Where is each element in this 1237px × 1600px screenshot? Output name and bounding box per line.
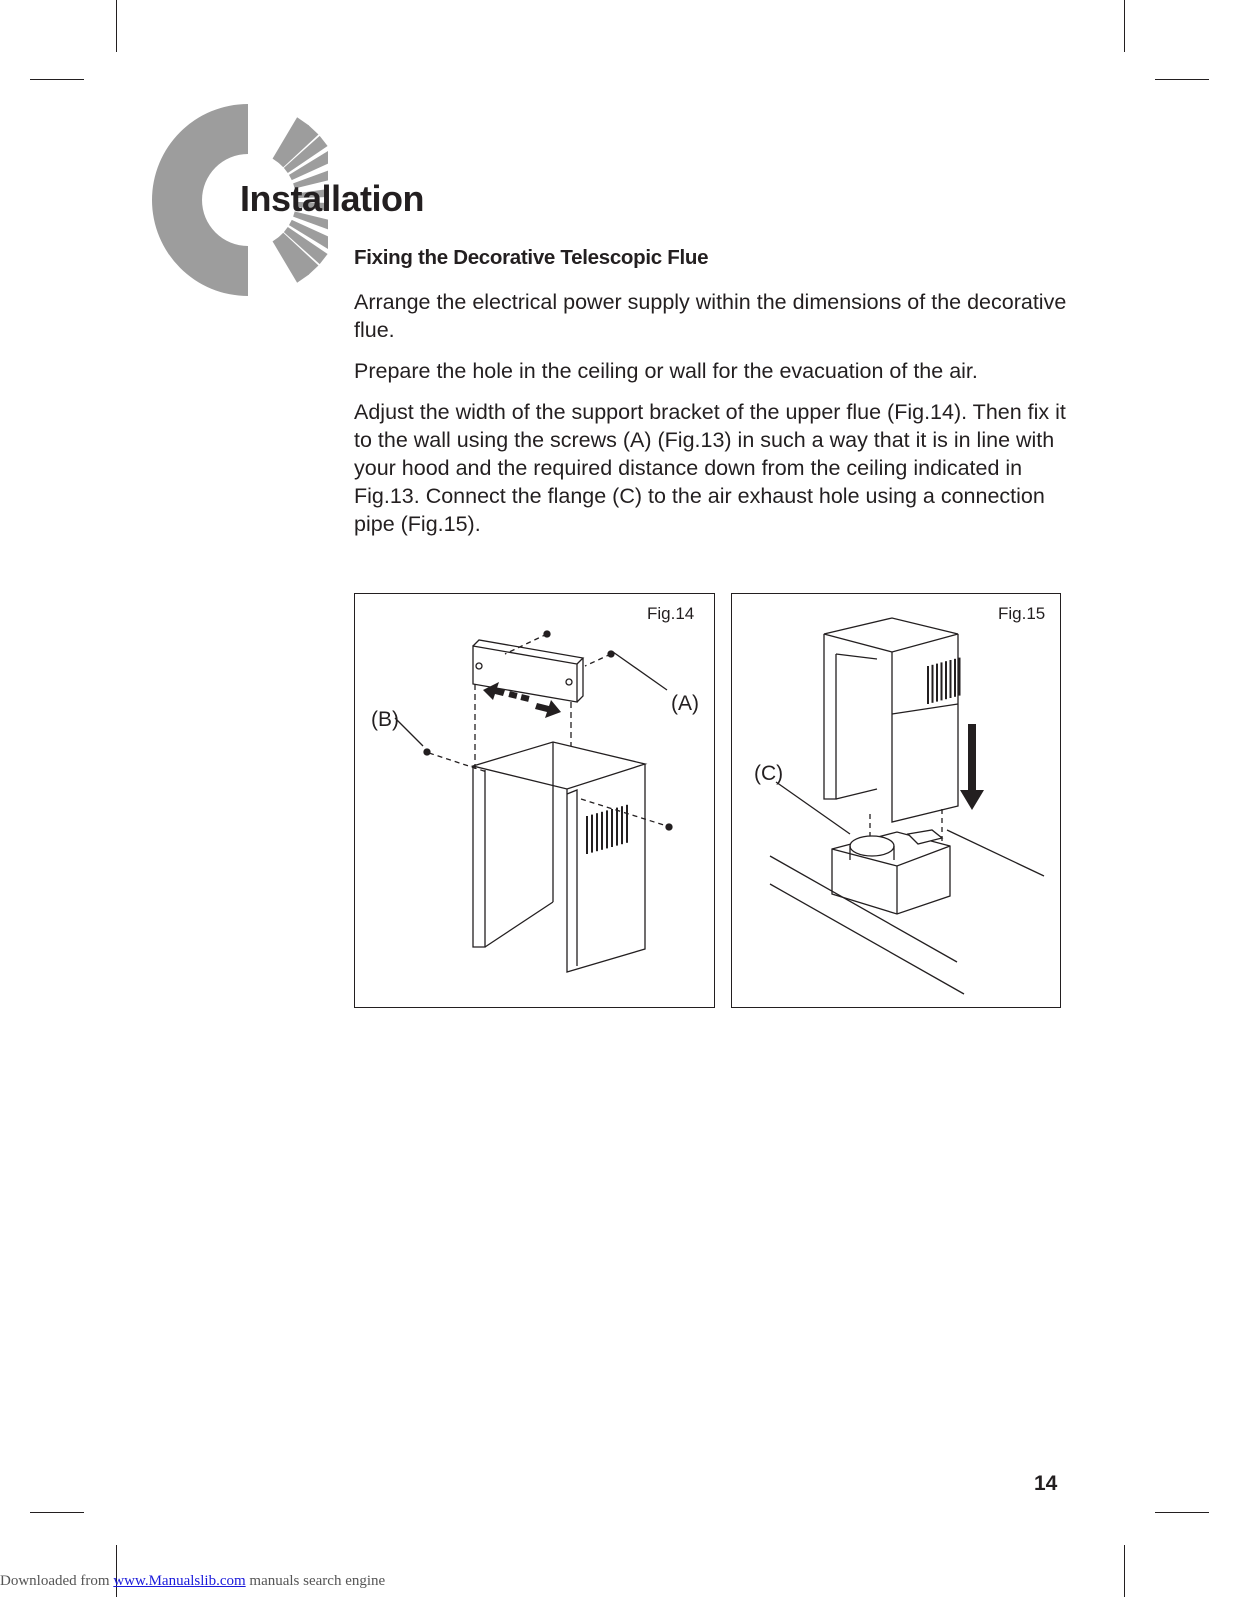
crop-mark [1155,79,1209,80]
footer-prefix: Downloaded from [0,1573,114,1589]
manualslib-link[interactable]: www.Manualslib.com [113,1573,246,1589]
crop-mark [1155,1512,1209,1513]
crop-mark [1124,1545,1125,1597]
figure-label: Fig.14 [647,604,695,623]
paragraph: Adjust the width of the support bracket of the upper flue (Fig.14). Then fix it to the wall using the screws (A) (Fig.13) in such a way that it is in line with your hood and the required distance down from the ceiling indicated in Fig.13. Connect the flange (C) to the air exhaust hole using a connection pipe (Fig.15). [354,400,1066,536]
crop-mark [1124,0,1125,52]
footer-suffix: manuals search engine [245,1573,386,1589]
crop-mark [30,1512,84,1513]
paragraph: Prepare the hole in the ceiling or wall for the evacuation of the air. [354,359,978,383]
section-subtitle: Fixing the Decorative Telescopic Flue [354,246,709,269]
figure-label: Fig.15 [998,604,1046,623]
crop-mark [116,0,117,52]
figure-14 [354,593,715,1008]
figure-14-drawing [355,594,714,1007]
callout-b: (B) [371,708,399,731]
figure-15 [731,593,1061,1008]
page-title: Installation [240,178,425,219]
crop-mark [30,79,84,80]
callout-a: (A) [671,692,699,715]
paragraph: Arrange the electrical power supply within the dimensions of the decorative flue. [354,290,1067,342]
callout-c: (C) [754,762,784,785]
page-number: 14 [1034,1472,1058,1495]
footer [0,1573,385,1590]
figure-15-drawing [732,594,1060,1007]
